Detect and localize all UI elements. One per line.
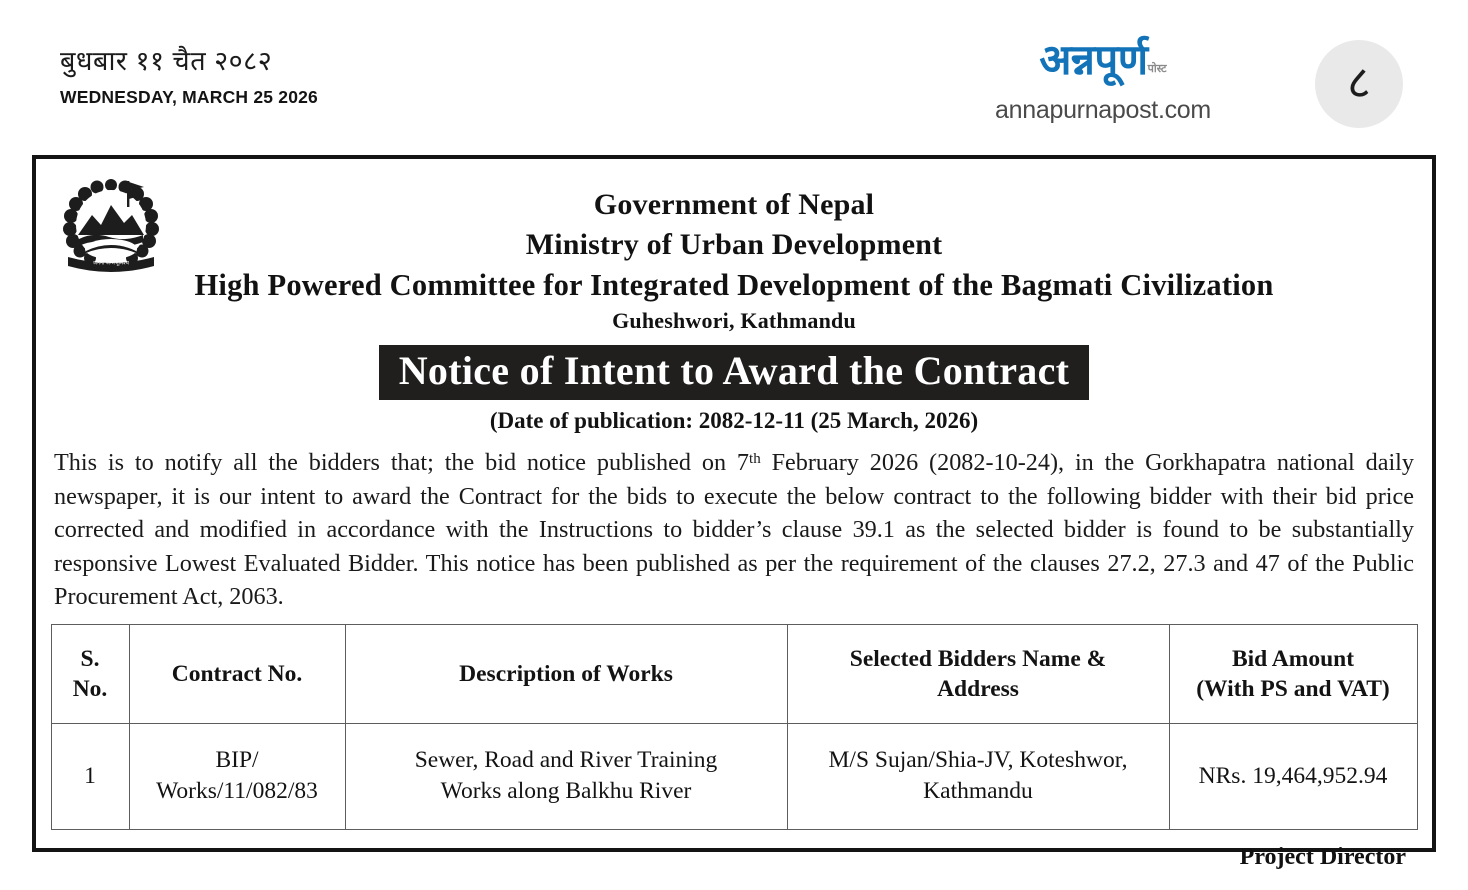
org-line-committee: High Powered Committee for Integrated Development of the Bagmati Civilization — [194, 268, 1274, 302]
brand-logo-text: अन्नपूर्ण — [1039, 36, 1148, 83]
column-header-sno-line1: S. — [80, 645, 100, 672]
column-header-description: Description of Works — [345, 624, 787, 723]
org-line-address: Guheshwori, Kathmandu — [612, 308, 856, 333]
column-header-amount-line2: (With PS and VAT) — [1196, 675, 1390, 702]
brand-block[interactable] — [938, 36, 1268, 125]
org-line-government: Government of Nepal — [593, 188, 875, 221]
org-line-ministry: Ministry of Urban Development — [525, 228, 943, 261]
column-header-sno-line2: No. — [72, 675, 108, 702]
nepal-government-emblem-icon — [52, 173, 170, 281]
date-block — [60, 44, 318, 108]
publication-date: (Date of publication: 2082-12-11 (25 March, 2026) — [489, 408, 979, 433]
cell-contract-no-line2: Works/11/082/83 — [156, 778, 318, 805]
notice-title: Notice of Intent to Award the Contract — [379, 345, 1090, 400]
column-header-sno — [51, 624, 129, 723]
page-number-badge — [1315, 40, 1403, 128]
notice-body-paragraph — [54, 443, 1414, 614]
body-part-1: This is to notify all the bidders that; the bid notice published on 7 — [54, 449, 750, 477]
cell-contract-no-line1: BIP/ — [215, 747, 259, 774]
body-part-2: February 2026 (2082-10-24), in the Gorkhapatra national daily newspaper, it is our intent to award the Contract for the bids to execute the below contract to the following bidder with their bid price corrected and modified in accordance with the Instructions to bidder’s clause 39.1 as the selected bidder is found to be substantially responsive Lowest Evaluated Bidder. This notice has been published as per the requirement of the clauses 27.2, 27.3 and 47 of the Public Procurement Act, 2063. — [54, 449, 1414, 611]
svg-text:जननी जन्मभूमिश्च: जननी जन्मभूमिश्च — [93, 260, 129, 267]
organisation-heading — [50, 169, 1418, 337]
brand-website-url[interactable]: annapurnapost.com — [995, 96, 1211, 124]
notice-inner — [36, 159, 1432, 870]
column-header-contract-no: Contract No. — [129, 624, 345, 723]
column-header-bidder-line1: Selected Bidders Name & — [849, 645, 1107, 672]
ordinal-superscript: th — [749, 451, 761, 467]
cell-bidder-line1: M/S Sujan/Shia-JV, Koteshwor, — [828, 747, 1128, 774]
cell-description-line1: Sewer, Road and River Training — [414, 747, 718, 774]
cell-sno: 1 — [51, 723, 129, 829]
notice-title-wrap — [50, 345, 1418, 400]
cell-amount: NRs. 19,464,952.94 — [1169, 723, 1417, 829]
column-header-amount — [1169, 624, 1417, 723]
cell-bidder — [787, 723, 1169, 829]
cell-description-line2: Works along Balkhu River — [440, 778, 692, 805]
page-number-value: ८ — [1347, 56, 1371, 108]
cell-contract-no — [129, 723, 345, 829]
table-header-row — [51, 624, 1417, 723]
column-header-bidder-line2: Address — [937, 675, 1019, 702]
column-header-amount-line1: Bid Amount — [1231, 645, 1355, 672]
brand-logo-subscript: पोस्ट — [1147, 63, 1167, 75]
date-english: WEDNESDAY, MARCH 25 2026 — [60, 87, 318, 107]
cell-bidder-line2: Kathmandu — [923, 778, 1033, 805]
masthead — [0, 0, 1468, 148]
brand-logo-nepali — [938, 36, 1268, 93]
table-row — [51, 723, 1417, 829]
contract-award-table — [51, 624, 1418, 830]
signoff-project-director: Project Director — [1239, 843, 1406, 870]
date-nepali: बुधबार ११ चैत २०८२ — [60, 46, 273, 76]
column-header-bidder — [787, 624, 1169, 723]
notice-frame — [32, 155, 1436, 870]
cell-description — [345, 723, 787, 829]
